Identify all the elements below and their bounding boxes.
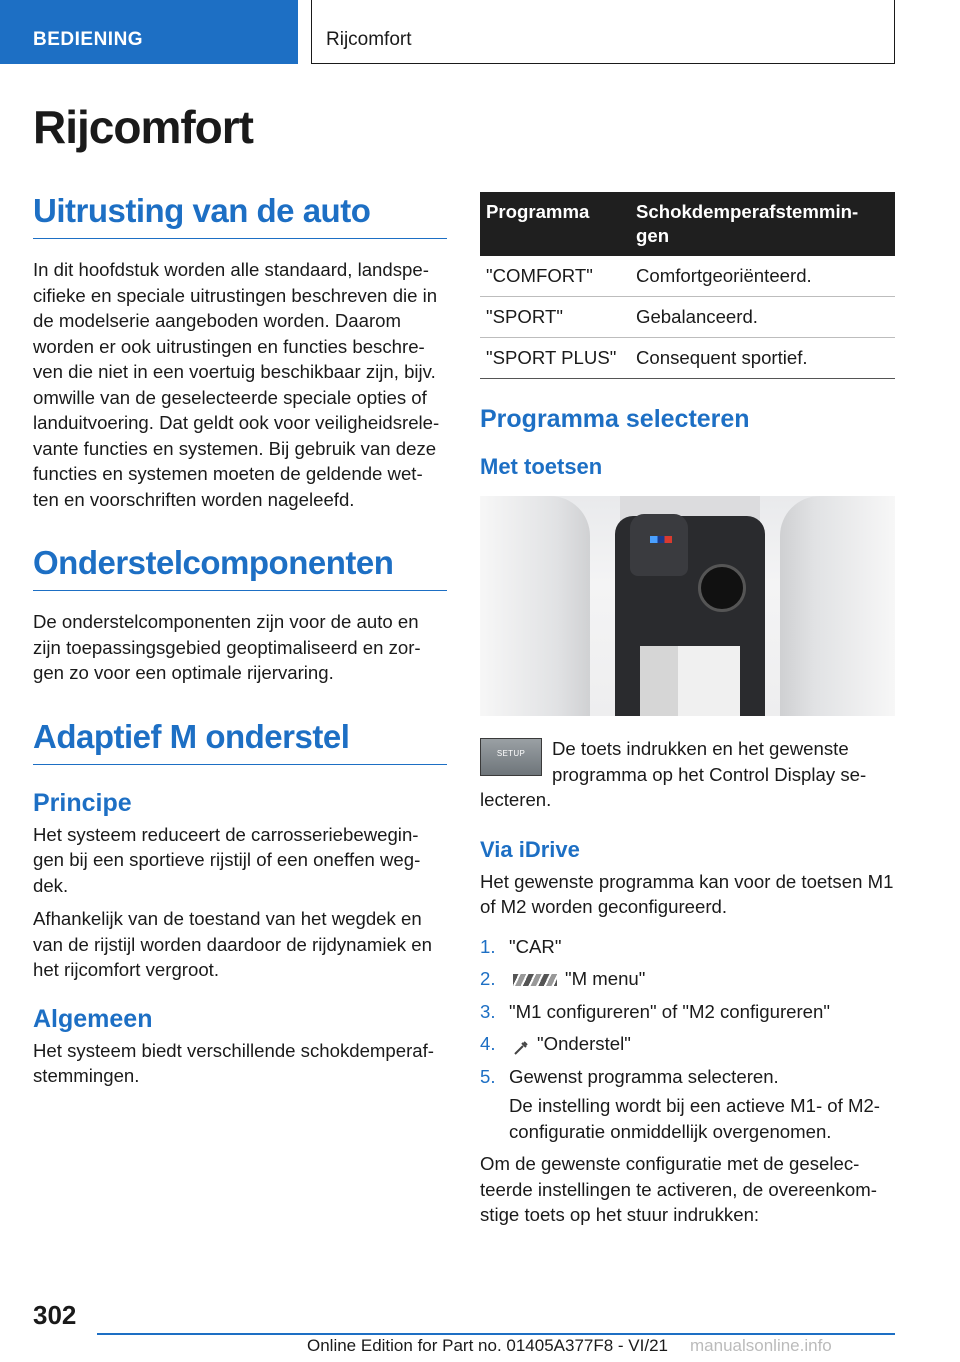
m-menu-icon [513, 974, 557, 986]
idrive-controller [698, 564, 746, 612]
paragraph-principe-2: Afhankelijk van de toestand van het wegdek en van de rijstijl worden daardoor de rijdynamiek en het rijcomfort vergroot. [33, 908, 432, 980]
heading-via-idrive: Via iDrive [480, 836, 580, 862]
heading-principe: Principe [33, 788, 132, 817]
footer-edition: Online Edition for Part no. 01405A377F8 - VI/21 [307, 1336, 669, 1355]
list-item: 3. "M1 configureren" of "M2 configureren" [480, 1000, 830, 1022]
list-item: 5. Gewenst programma selecteren. De instelling wordt bij een actieve M1- of M2-configuratie onmiddellijk overgenomen. [480, 1064, 895, 1145]
paragraph-onderstelcomponenten: De onderstelcomponenten zijn voor de auto en zijn toepassingsgebied geoptimaliseerd en zor-gen zo voor een optimale rijervaring. [33, 611, 421, 683]
setup-text: De toets indrukken en het gewenste programma op het Control Display se-lecteren. [480, 738, 867, 810]
chapter-title: Rijcomfort [311, 0, 895, 64]
page-number: 302 [33, 1300, 77, 1330]
heading-uitrusting: Uitrusting van de auto [33, 192, 447, 239]
setup-button-icon: SETUP [480, 738, 542, 776]
paragraph-idrive: Het gewenste programma kan voor de toetsen M1 of M2 worden geconfigureerd. [480, 870, 894, 917]
table-cell: Comfortgeoriënteerd. [630, 256, 895, 297]
setup-paragraph [480, 736, 895, 813]
list-item: 4. "Onderstel" [480, 1033, 631, 1054]
suspension-icon [513, 1037, 529, 1053]
table-row [480, 338, 895, 379]
table-row [480, 297, 895, 338]
table-row [480, 256, 895, 297]
heading-onderstelcomponenten: Onderstelcomponenten [33, 544, 447, 591]
program-table [480, 192, 895, 379]
footer-watermark: manualsonline.info [690, 1336, 832, 1355]
table-header-program: Programma [480, 192, 630, 256]
table-cell: "COMFORT" [480, 256, 630, 297]
footer-divider [97, 1333, 895, 1335]
list-item: 1. "CAR" [480, 935, 562, 957]
right-column [480, 192, 895, 1228]
paragraph-uitrusting: In dit hoofdstuk worden alle standaard, landspe-cifieke en speciale uitrustingen beschreven die in de modelserie aangeboden worden. Daarom worden er ook uitrustingen en functies beschre-ven die niet in een voertuig beschikbaar zijn, bijv. omwille van de geselecteerde speciale opties of landuitvoering. Dat geldt ook voor veiligheidsrele-vante functies en systemen. Bij gebruik van deze functies en systemen moeten de geldende wet-ten en voorschriften worden nageleefd. [33, 259, 440, 510]
table-cell: "SPORT PLUS" [480, 338, 630, 379]
section-tab: BEDIENING [0, 0, 298, 64]
heading-adaptief: Adaptief M onderstel [33, 718, 447, 765]
paragraph-algemeen: Het systeem biedt verschillende schokdemperaf-stemmingen. [33, 1039, 434, 1086]
center-console-image [480, 496, 895, 716]
table-header-row [480, 192, 895, 256]
paragraph-principe-1: Het systeem reduceert de carrosseriebewegin-gen bij een sportieve rijstijl of een oneffen weg-dek. [33, 823, 421, 896]
heading-algemeen: Algemeen [33, 1004, 153, 1033]
table-header-damper: Schokdemperafstemmin-gen [630, 192, 895, 256]
heading-programma-selecteren: Programma selecteren [480, 405, 750, 433]
list-item: 2. "M menu" [480, 968, 646, 989]
page-title: Rijcomfort [33, 101, 253, 153]
table-cell: Consequent sportief. [630, 338, 895, 379]
m-badge [650, 536, 672, 543]
left-column [33, 192, 447, 1089]
heading-met-toetsen: Met toetsen [480, 454, 603, 479]
step-note: De instelling wordt bij een actieve M1- of M2-configuratie onmiddellijk overgenomen. [509, 1095, 881, 1142]
table-cell: "SPORT" [480, 297, 630, 338]
steps-list [480, 934, 895, 1145]
table-cell: Gebalanceerd. [630, 297, 895, 338]
paragraph-closing: Om de gewenste configuratie met de geselec-teerde instellingen te activeren, de overeenkom-stige toets op het stuur indrukken: [480, 1153, 877, 1225]
gear-lever [630, 514, 688, 576]
